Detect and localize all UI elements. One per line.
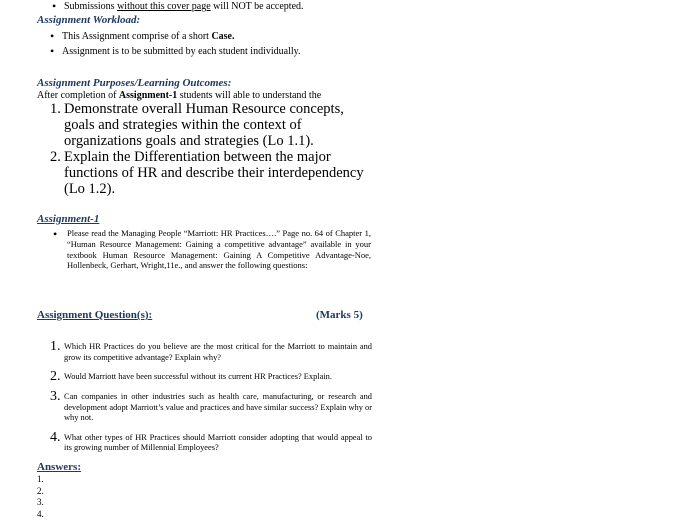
cover-page-link: without this cover page [117, 1, 211, 12]
question-item: 2. Would Marriott have been successful without its current HR Practices? Explain. [50, 369, 332, 384]
submission-note-text: Submissions without this cover page will NOT be accepted. [64, 1, 304, 12]
answers-list [37, 474, 44, 520]
outcomes-list [50, 101, 370, 197]
assignment-instruction: • Please read the Managing People “Marriott: HR Practices….” Page no. 64 of Chapter 1, “Human Resource Management: Gaining a competitive advantage” available in your textbook Human Resource Management: Gaining A Competitive Advantage-Noe, Hollenbeck, Gerhart, Wright,11e., and answer the following questions: [53, 227, 371, 271]
outcomes-intro: After completion of Assignment-1 students will able to understand the [37, 90, 322, 101]
answers-heading: Answers: [37, 461, 81, 473]
workload-item: • This Assignment comprise of a short Case. [50, 29, 235, 43]
answer-item: 2. [37, 485, 44, 496]
outcome-item: 2. Explain the Differentiation between the major functions of HR and describe their interdependency (Lo 1.2). [50, 149, 364, 197]
bullet-icon: • [50, 44, 55, 58]
question-item: 3. Can companies in other industries such as health care, manufacturing, or research and development adopt Marriott’s value and practices and have similar success? Explain why or why not. [50, 389, 372, 422]
bullet-icon: • [53, 227, 58, 241]
questions-heading: Assignment Question(s): [37, 309, 153, 321]
bullet-icon: • [52, 0, 57, 13]
question-item: 1. Which HR Practices do you believe are the most critical for the Marriott to maintain and grow its competitive advantage? Explain why? [50, 339, 372, 362]
answer-item: 1. [37, 474, 44, 484]
outcome-item: 1. Demonstrate overall Human Resource concepts, goals and strategies within the context of organizations goals and strategies (Lo 1.1). [50, 101, 344, 149]
workload-heading: Assignment Workload: [37, 14, 141, 26]
workload-item: • Assignment is to be submitted by each student individually. [50, 44, 301, 58]
marks-label: (Marks 5) [316, 309, 363, 321]
assignment-heading: Assignment-1 [37, 213, 100, 225]
questions-list [50, 340, 372, 461]
submission-note [52, 0, 512, 13]
answer-item: 4. [37, 508, 44, 519]
answer-item: 3. [37, 497, 44, 507]
outcomes-heading: Assignment Purposes/Learning Outcomes: [37, 77, 232, 89]
question-item: 4. What other types of HR Practices should Marriott consider adopting that would appeal to its growing number of Millennial Employees? [50, 429, 372, 452]
bullet-icon: • [50, 29, 55, 43]
